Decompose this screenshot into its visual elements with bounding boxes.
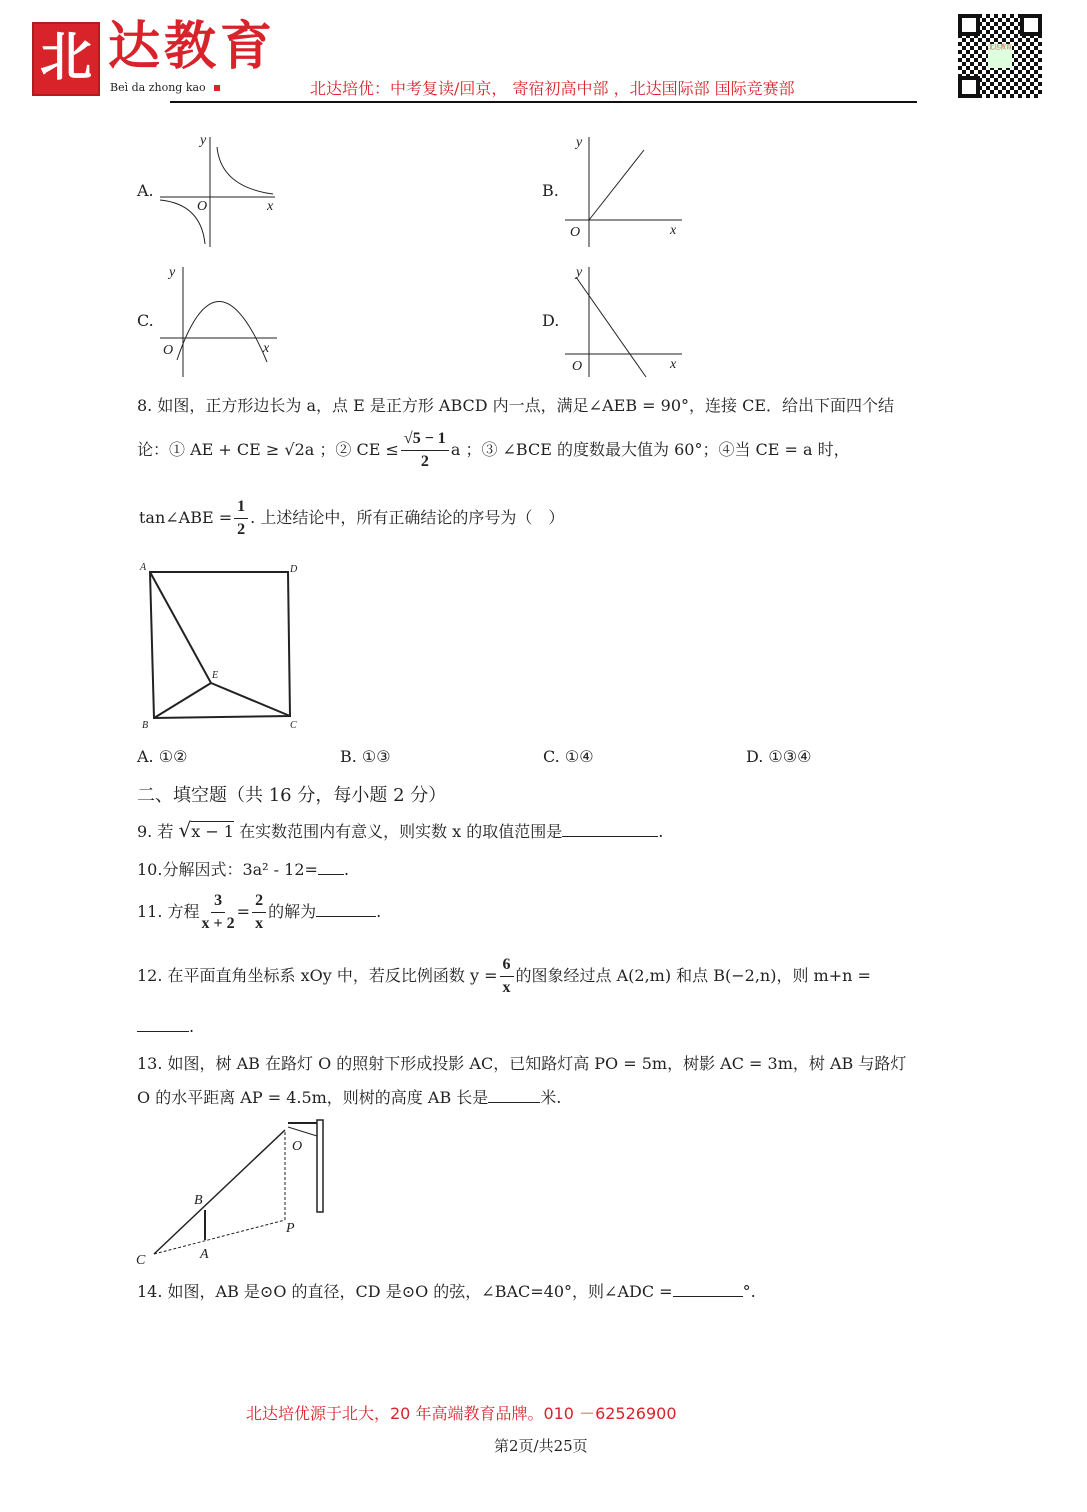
point-a-label: A — [140, 562, 147, 573]
graph-c — [155, 262, 280, 382]
q8-option-a[interactable]: A. ①② — [137, 747, 188, 766]
q11-text: 的解为 — [268, 902, 317, 921]
q10-answer-blank[interactable] — [318, 860, 344, 875]
footer-slogan: 北达培优源于北大，20 年高端教育品牌。010 －62526900 — [246, 1404, 677, 1423]
option-b-label: B. — [542, 181, 559, 200]
fraction-numerator: 6 — [500, 954, 514, 977]
q9-text: 在实数范围内有意义，则实数 x 的取值范围是 — [239, 822, 563, 841]
q11-answer-blank[interactable] — [316, 902, 376, 917]
fraction-numerator: 3 — [211, 890, 225, 913]
q8-option-b[interactable]: B. ①③ — [340, 747, 391, 766]
axis-y-label: y — [200, 133, 207, 148]
logo — [32, 22, 100, 96]
axis-y-label: y — [576, 135, 583, 150]
graph-a — [155, 132, 280, 252]
q10-end: . — [343, 860, 350, 879]
point-b-label: B — [194, 1193, 203, 1208]
page-number: 第2页/共25页 — [494, 1437, 588, 1455]
origin-label: O — [570, 225, 581, 240]
axis-x-label: x — [670, 357, 677, 372]
q8-square-figure — [136, 558, 306, 733]
q11 — [137, 890, 381, 935]
origin-label: O — [197, 199, 208, 214]
q12-text: 的图象经过点 A(2,m) 和点 B(−2,n)，则 m+n = — [515, 966, 871, 985]
q11-prefix: 11. 方程 — [137, 902, 200, 921]
q13-answer-blank[interactable] — [488, 1088, 540, 1103]
q9-end: . — [658, 822, 664, 841]
q14-answer-blank[interactable] — [673, 1282, 743, 1297]
logo-char: 北 — [40, 27, 93, 88]
qr-code — [958, 14, 1042, 98]
q8-option-c[interactable]: C. ①④ — [543, 747, 594, 766]
q12-prefix: 12. 在平面直角坐标系 xOy 中，若反比例函数 y = — [137, 966, 498, 985]
point-c-label: C — [290, 720, 297, 731]
logo-subtitle: Beì da zhong kao — [110, 81, 206, 94]
point-c-label: C — [136, 1253, 146, 1268]
header-slogan: 北达培优：中考复读/回京， 寄宿初高中部 ，北达国际部 国际竞赛部 — [310, 79, 795, 98]
fraction-denominator: x — [255, 915, 264, 932]
point-d-label: D — [290, 564, 298, 575]
q8-option-d[interactable]: D. ①③④ — [746, 747, 812, 766]
fraction-denominator: 2 — [237, 521, 246, 538]
q8-question: . 上述结论中，所有正确结论的序号为（ ） — [250, 508, 565, 527]
q12-answer-blank[interactable] — [137, 1017, 189, 1032]
fraction-numerator: √5 − 1 — [401, 428, 449, 451]
fraction-numerator: 2 — [252, 890, 266, 913]
q14-text: 14. 如图，AB 是⊙O 的直径，CD 是⊙O 的弦，∠BAC=40°，则∠ADC = — [137, 1282, 673, 1301]
q9-radical: x − 1 — [191, 822, 234, 841]
q13-streetlight-figure — [130, 1110, 340, 1270]
q14-end: °. — [742, 1282, 756, 1301]
q9-prefix: 9. 若 — [137, 822, 174, 841]
point-p-label: P — [286, 1221, 295, 1236]
fraction-denominator: x + 2 — [201, 915, 235, 932]
graph-b — [560, 132, 685, 252]
fraction-numerator: 1 — [234, 496, 248, 519]
q13-line2 — [137, 1085, 561, 1108]
fraction-denominator: x — [502, 979, 511, 996]
q8-line1: 8. 如图，正方形边长为 a，点 E 是正方形 ABCD 内一点，满足∠AEB = 90°，连接 CE．给出下面四个结 — [137, 396, 895, 415]
q8-line3 — [139, 496, 564, 541]
option-d-label: D. — [542, 311, 560, 330]
q9-answer-blank[interactable] — [562, 822, 658, 837]
fraction-denominator: 2 — [420, 453, 429, 470]
origin-label: O — [572, 359, 583, 374]
graph-d — [560, 262, 685, 382]
point-b-label: B — [142, 720, 149, 731]
q10-text: 10.分解因式：3a² - 12= — [137, 860, 318, 879]
axis-x-label: x — [670, 223, 677, 238]
axis-x-label: x — [263, 341, 270, 356]
option-c-label: C. — [137, 311, 154, 330]
q8-conclusions-b: a ；③ ∠BCE 的度数最大值为 60°；④当 CE = a 时， — [450, 440, 850, 459]
logo-text: 达教育 — [108, 16, 277, 77]
point-a-label: A — [200, 1247, 209, 1262]
q12-end: . — [189, 1017, 195, 1036]
point-o-label: O — [292, 1139, 303, 1154]
point-e-label: E — [212, 670, 219, 681]
header-rule — [170, 101, 917, 103]
q8-line2 — [137, 428, 850, 473]
q10 — [137, 857, 349, 880]
q13-end: 米. — [540, 1088, 562, 1107]
origin-label: O — [163, 343, 174, 358]
q12-answer — [137, 1017, 194, 1036]
q8-tan: tan∠ABE = — [139, 508, 233, 527]
axis-y-label: y — [169, 265, 176, 280]
axis-y-label: y — [576, 265, 583, 280]
option-a-label: A. — [137, 181, 154, 200]
logo-square — [214, 85, 220, 91]
q12 — [137, 954, 871, 999]
q13-line1: 13. 如图，树 AB 在路灯 O 的照射下形成投影 AC，已知路灯高 PO = 5m，树影 AC = 3m，树 AB 与路灯 — [137, 1054, 907, 1073]
q8-conclusions-a: 论：① AE + CE ≥ √2a ；② CE ≤ — [137, 440, 399, 459]
equals: = — [236, 902, 251, 921]
section-heading: 二、填空题（共 16 分，每小题 2 分） — [137, 785, 447, 806]
q13-text: O 的水平距离 AP = 4.5m，则树的高度 AB 长是 — [137, 1088, 489, 1107]
q11-end: . — [376, 902, 382, 921]
axis-x-label: x — [267, 199, 274, 214]
q9: 9. 若 √x − 1 在实数范围内有意义，则实数 x 的取值范围是 . — [137, 818, 664, 842]
q14 — [137, 1279, 756, 1302]
qr-label: 北达教育 — [988, 44, 1012, 68]
